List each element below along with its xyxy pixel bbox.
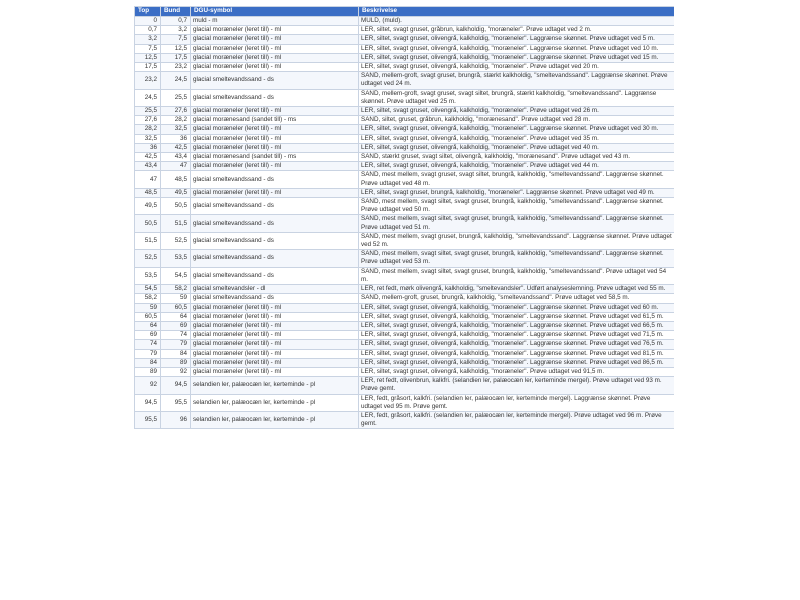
cell-bund: 74: [161, 331, 191, 340]
table-row: [135, 162, 675, 171]
header-top: Top: [135, 7, 161, 17]
cell-top: 36: [135, 143, 161, 152]
cell-dgu-symbol: glacial smeltevandssand - ds: [191, 267, 359, 284]
cell-beskrivelse: LER, siltet, svagt gruset, olivengrå, kalkholdig, "moræneler". Laggrænse skønnet. Prøve udtaget ved 76,5 m.: [359, 340, 675, 349]
cell-top: 53,5: [135, 267, 161, 284]
cell-beskrivelse: LER, siltet, svagt gruset, olivengrå, kalkholdig, "moræneler". Prøve udtaget ved 20 m.: [359, 63, 675, 72]
cell-beskrivelse: LER, siltet, svagt gruset, brungrå, kalkholdig, "moræneler". Laggrænse skønnet. Prøve udtaget ved 49 m.: [359, 188, 675, 197]
cell-dgu-symbol: glacial moræneler (leret till) - ml: [191, 303, 359, 312]
cell-bund: 64: [161, 312, 191, 321]
cell-beskrivelse: LER, siltet, svagt gruset, olivengrå, kalkholdig, "moræneler". Laggrænse skønnet. Prøve udtaget ved 60 m.: [359, 303, 675, 312]
cell-dgu-symbol: glacial smeltevandssand - ds: [191, 232, 359, 249]
cell-top: 12,5: [135, 53, 161, 62]
cell-top: 23,2: [135, 72, 161, 89]
bottom-fade: [0, 594, 800, 600]
cell-top: 51,5: [135, 232, 161, 249]
cell-dgu-symbol: glacial smeltevandssand - ds: [191, 215, 359, 232]
cell-dgu-symbol: glacial smeltevandssand - ds: [191, 294, 359, 303]
cell-dgu-symbol: glacial smeltevandssand - ds: [191, 198, 359, 215]
cell-bund: 59: [161, 294, 191, 303]
cell-top: 64: [135, 321, 161, 330]
cell-beskrivelse: SAND, mellem-groft, svagt gruset, svagt siltet, brungrå, stærkt kalkholdig, "smeltevandssand". Laggrænse skønnet. Prøve udtaget ved 25 m.: [359, 89, 675, 106]
cell-dgu-symbol: glacial moræneler (leret till) - ml: [191, 331, 359, 340]
table-row: [135, 63, 675, 72]
table-row: [135, 349, 675, 358]
cell-top: 79: [135, 349, 161, 358]
cell-beskrivelse: LER, siltet, svagt gruset, olivengrå, kalkholdig, "moræneler". Laggrænse skønnet. Prøve udtaget ved 61,5 m.: [359, 312, 675, 321]
cell-bund: 69: [161, 321, 191, 330]
cell-top: 3,2: [135, 35, 161, 44]
cell-bund: 94,5: [161, 377, 191, 394]
table-row: [135, 340, 675, 349]
cell-dgu-symbol: glacial moræneler (leret till) - ml: [191, 349, 359, 358]
cell-top: 74: [135, 340, 161, 349]
table-row: [135, 411, 675, 428]
cell-top: 59: [135, 303, 161, 312]
cell-beskrivelse: SAND, mest mellem, svagt gruset, svagt siltet, brungrå, kalkholdig, "smeltevandssand". Laggrænse skønnet. Prøve udtaget ved 48 m.: [359, 171, 675, 188]
cell-top: 27,6: [135, 116, 161, 125]
cell-beskrivelse: MULD, (muld).: [359, 17, 675, 26]
cell-dgu-symbol: glacial moræneler (leret till) - ml: [191, 321, 359, 330]
cell-bund: 23,2: [161, 63, 191, 72]
cell-top: 24,5: [135, 89, 161, 106]
cell-top: 58,2: [135, 294, 161, 303]
cell-bund: 36: [161, 134, 191, 143]
cell-dgu-symbol: glacial smeltevandssand - ds: [191, 250, 359, 267]
cell-bund: 43,4: [161, 153, 191, 162]
cell-beskrivelse: LER, siltet, svagt gruset, olivengrå, kalkholdig, "moræneler". Laggrænse skønnet. Prøve udtaget ved 15 m.: [359, 53, 675, 62]
table-row: [135, 44, 675, 53]
cell-dgu-symbol: glacial moræneler (leret till) - ml: [191, 26, 359, 35]
cell-dgu-symbol: glacial moræneler (leret till) - ml: [191, 143, 359, 152]
cell-beskrivelse: SAND, mest mellem, svagt siltet, svagt gruset, brungrå, kalkholdig, "smeltevandssand". Laggrænse skønnet. Prøve udtaget ved 53 m.: [359, 250, 675, 267]
cell-beskrivelse: LER, siltet, svagt gruset, olivengrå, kalkholdig, "moræneler". Prøve udtaget ved 35 m.: [359, 134, 675, 143]
cell-beskrivelse: SAND, mest mellem, svagt siltet, svagt gruset, brungrå, kalkholdig, "smeltevandssand". Laggrænse skønnet. Prøve udtaget ved 51 m.: [359, 215, 675, 232]
cell-top: 92: [135, 377, 161, 394]
table-row: [135, 53, 675, 62]
table-row: [135, 358, 675, 367]
cell-dgu-symbol: glacial moræneler (leret till) - ml: [191, 162, 359, 171]
cell-beskrivelse: SAND, mest mellem, svagt siltet, svagt gruset, brungrå, kalkholdig, "smeltevandssand". Laggrænse skønnet. Prøve udtaget ved 50 m.: [359, 198, 675, 215]
layer-table-container: [134, 6, 674, 596]
cell-top: 89: [135, 367, 161, 376]
cell-bund: 48,5: [161, 171, 191, 188]
table-row: [135, 107, 675, 116]
cell-bund: 58,2: [161, 285, 191, 294]
cell-beskrivelse: LER, siltet, svagt gruset, olivengrå, kalkholdig, "moræneler". Laggrænse skønnet. Prøve udtaget ved 30 m.: [359, 125, 675, 134]
cell-dgu-symbol: glacial moræneler (leret till) - ml: [191, 340, 359, 349]
cell-dgu-symbol: glacial moræneler (leret till) - ml: [191, 125, 359, 134]
cell-beskrivelse: LER, siltet, svagt gruset, olivengrå, kalkholdig, "moræneler". Prøve udtaget ved 40 m.: [359, 143, 675, 152]
header-bund: Bund: [161, 7, 191, 17]
table-row: [135, 312, 675, 321]
cell-bund: 52,5: [161, 232, 191, 249]
cell-bund: 92: [161, 367, 191, 376]
table-row: [135, 285, 675, 294]
table-row: [135, 321, 675, 330]
cell-top: 94,5: [135, 394, 161, 411]
cell-bund: 60,5: [161, 303, 191, 312]
cell-bund: 95,5: [161, 394, 191, 411]
cell-top: 48,5: [135, 188, 161, 197]
cell-bund: 50,5: [161, 198, 191, 215]
cell-bund: 54,5: [161, 267, 191, 284]
table-row: [135, 232, 675, 249]
cell-top: 25,5: [135, 107, 161, 116]
table-row: [135, 89, 675, 106]
cell-dgu-symbol: glacial moræneler (leret till) - ml: [191, 44, 359, 53]
table-row: [135, 134, 675, 143]
cell-beskrivelse: LER, siltet, svagt gruset, olivengrå, kalkholdig, "moræneler". Laggrænse skønnet. Prøve udtaget ved 66,5 m.: [359, 321, 675, 330]
cell-dgu-symbol: glacial moræneler (leret till) - ml: [191, 188, 359, 197]
table-row: [135, 171, 675, 188]
cell-bund: 49,5: [161, 188, 191, 197]
cell-top: 95,5: [135, 411, 161, 428]
cell-beskrivelse: SAND, mellem-groft, svagt gruset, brungrå, stærkt kalkholdig, "smeltevandssand". Laggrænse skønnet. Prøve udtaget ved 24 m.: [359, 72, 675, 89]
cell-dgu-symbol: glacial moræneler (leret till) - ml: [191, 312, 359, 321]
cell-top: 60,5: [135, 312, 161, 321]
cell-bund: 27,6: [161, 107, 191, 116]
table-row: [135, 294, 675, 303]
cell-dgu-symbol: glacial moræneler (leret till) - ml: [191, 358, 359, 367]
header-dgu-symbol: DGU-symbol: [191, 7, 359, 17]
cell-dgu-symbol: selandien ler, palæocæn ler, kerteminde - pl: [191, 377, 359, 394]
cell-beskrivelse: SAND, mest mellem, svagt siltet, svagt gruset, brungrå, kalkholdig, "smeltevandssand". Prøve udtaget ved 54 m.: [359, 267, 675, 284]
cell-bund: 79: [161, 340, 191, 349]
cell-top: 0: [135, 17, 161, 26]
cell-bund: 7,5: [161, 35, 191, 44]
cell-dgu-symbol: glacial morænesand (sandet till) - ms: [191, 153, 359, 162]
cell-beskrivelse: LER, siltet, svagt gruset, olivengrå, kalkholdig, "moræneler". Laggrænse skønnet. Prøve udtaget ved 86,5 m.: [359, 358, 675, 367]
cell-bund: 3,2: [161, 26, 191, 35]
table-row: [135, 26, 675, 35]
table-row: [135, 116, 675, 125]
cell-bund: 24,5: [161, 72, 191, 89]
cell-bund: 32,5: [161, 125, 191, 134]
cell-dgu-symbol: glacial moræneler (leret till) - ml: [191, 53, 359, 62]
cell-bund: 25,5: [161, 89, 191, 106]
table-row: [135, 198, 675, 215]
cell-dgu-symbol: glacial morænesand (sandet till) - ms: [191, 116, 359, 125]
cell-beskrivelse: SAND, mellem-groft, gruset, brungrå, kalkholdig, "smeltevandssand". Prøve udtaget ved 58,5 m.: [359, 294, 675, 303]
cell-dgu-symbol: selandien ler, palæocæn ler, kerteminde - pl: [191, 394, 359, 411]
cell-beskrivelse: LER, siltet, svagt gruset, olivengrå, kalkholdig, "moræneler". Prøve udtaget ved 26 m.: [359, 107, 675, 116]
table-row: [135, 367, 675, 376]
table-row: [135, 267, 675, 284]
header-row: [135, 7, 675, 17]
cell-bund: 17,5: [161, 53, 191, 62]
cell-bund: 42,5: [161, 143, 191, 152]
cell-top: 0,7: [135, 26, 161, 35]
cell-beskrivelse: SAND, stærkt gruset, svagt siltet, olivengrå, kalkholdig, "morænesand". Prøve udtaget ved 43 m.: [359, 153, 675, 162]
cell-dgu-symbol: glacial moræneler (leret till) - ml: [191, 367, 359, 376]
cell-top: 49,5: [135, 198, 161, 215]
cell-bund: 47: [161, 162, 191, 171]
cell-dgu-symbol: glacial moræneler (leret till) - ml: [191, 63, 359, 72]
cell-bund: 89: [161, 358, 191, 367]
table-row: [135, 188, 675, 197]
cell-top: 28,2: [135, 125, 161, 134]
cell-bund: 53,5: [161, 250, 191, 267]
cell-bund: 96: [161, 411, 191, 428]
cell-top: 42,5: [135, 153, 161, 162]
cell-beskrivelse: LER, siltet, svagt gruset, olivengrå, kalkholdig, "moræneler". Laggrænse skønnet. Prøve udtaget ved 5 m.: [359, 35, 675, 44]
cell-dgu-symbol: glacial smeltevandsler - dl: [191, 285, 359, 294]
cell-beskrivelse: LER, siltet, svagt gruset, olivengrå, kalkholdig, "moræneler". Laggrænse skønnet. Prøve udtaget ved 81,5 m.: [359, 349, 675, 358]
cell-beskrivelse: LER, fedt, gråsort, kalkfri. (selandien ler, palæocæn ler, kerteminde mergel). Laggrænse skønnet. Prøve udtaget ved 95 m. Prøve gemt.: [359, 394, 675, 411]
table-row: [135, 394, 675, 411]
cell-beskrivelse: LER, ret fedt, olivenbrun, kalkfri. (selandien ler, palæocæn ler, kerteminde mergel). Prøve udtaget ved 93 m. Prøve gemt.: [359, 377, 675, 394]
cell-beskrivelse: LER, siltet, svagt gruset, olivengrå, kalkholdig, "moræneler". Prøve udtaget ved 44 m.: [359, 162, 675, 171]
cell-beskrivelse: LER, fedt, gråsort, kalkfri. (selandien ler, palæocæn ler, kerteminde mergel). Prøve udtaget ved 96 m. Prøve gemt.: [359, 411, 675, 428]
table-row: [135, 153, 675, 162]
layer-table: [134, 6, 674, 429]
cell-bund: 28,2: [161, 116, 191, 125]
cell-dgu-symbol: glacial moræneler (leret till) - ml: [191, 107, 359, 116]
cell-bund: 12,5: [161, 44, 191, 53]
header-beskrivelse: Beskrivelse: [359, 7, 675, 17]
cell-beskrivelse: LER, siltet, svagt gruset, olivengrå, kalkholdig, "moræneler". Prøve udtaget ved 91,5 m.: [359, 367, 675, 376]
cell-top: 84: [135, 358, 161, 367]
cell-dgu-symbol: glacial moræneler (leret till) - ml: [191, 134, 359, 143]
table-row: [135, 72, 675, 89]
table-body: [135, 17, 675, 429]
table-row: [135, 303, 675, 312]
table-row: [135, 250, 675, 267]
cell-top: 7,5: [135, 44, 161, 53]
cell-bund: 0,7: [161, 17, 191, 26]
cell-top: 32,5: [135, 134, 161, 143]
cell-bund: 84: [161, 349, 191, 358]
table-row: [135, 331, 675, 340]
cell-beskrivelse: SAND, siltet, gruset, gråbrun, kalkholdig, "morænesand". Prøve udtaget ved 28 m.: [359, 116, 675, 125]
cell-dgu-symbol: muld - m: [191, 17, 359, 26]
table-row: [135, 143, 675, 152]
table-row: [135, 377, 675, 394]
cell-beskrivelse: LER, ret fedt, mørk olivengrå, kalkholdig, "smeltevandsler". Udført analyseslemning. Prøve udtaget ved 55 m.: [359, 285, 675, 294]
cell-dgu-symbol: selandien ler, palæocæn ler, kerteminde - pl: [191, 411, 359, 428]
cell-bund: 51,5: [161, 215, 191, 232]
cell-dgu-symbol: glacial smeltevandssand - ds: [191, 72, 359, 89]
cell-dgu-symbol: glacial smeltevandssand - ds: [191, 89, 359, 106]
cell-beskrivelse: LER, siltet, svagt gruset, olivengrå, kalkholdig, "moræneler". Laggrænse skønnet. Prøve udtaget ved 71,5 m.: [359, 331, 675, 340]
cell-top: 54,5: [135, 285, 161, 294]
table-row: [135, 17, 675, 26]
table-row: [135, 215, 675, 232]
cell-top: 17,5: [135, 63, 161, 72]
table-row: [135, 35, 675, 44]
cell-beskrivelse: LER, siltet, svagt gruset, olivengrå, kalkholdig, "moræneler". Laggrænse skønnet. Prøve udtaget ved 10 m.: [359, 44, 675, 53]
cell-top: 43,4: [135, 162, 161, 171]
cell-top: 50,5: [135, 215, 161, 232]
cell-top: 52,5: [135, 250, 161, 267]
cell-dgu-symbol: glacial smeltevandssand - ds: [191, 171, 359, 188]
cell-top: 47: [135, 171, 161, 188]
cell-beskrivelse: SAND, mest mellem, svagt gruset, brungrå, kalkholdig, "smeltevandssand". Laggrænse skønnet. Prøve udtaget ved 52 m.: [359, 232, 675, 249]
cell-dgu-symbol: glacial moræneler (leret till) - ml: [191, 35, 359, 44]
cell-top: 69: [135, 331, 161, 340]
table-row: [135, 125, 675, 134]
cell-beskrivelse: LER, siltet, svagt gruset, gråbrun, kalkholdig, "moræneler". Prøve udtaget ved 2 m.: [359, 26, 675, 35]
